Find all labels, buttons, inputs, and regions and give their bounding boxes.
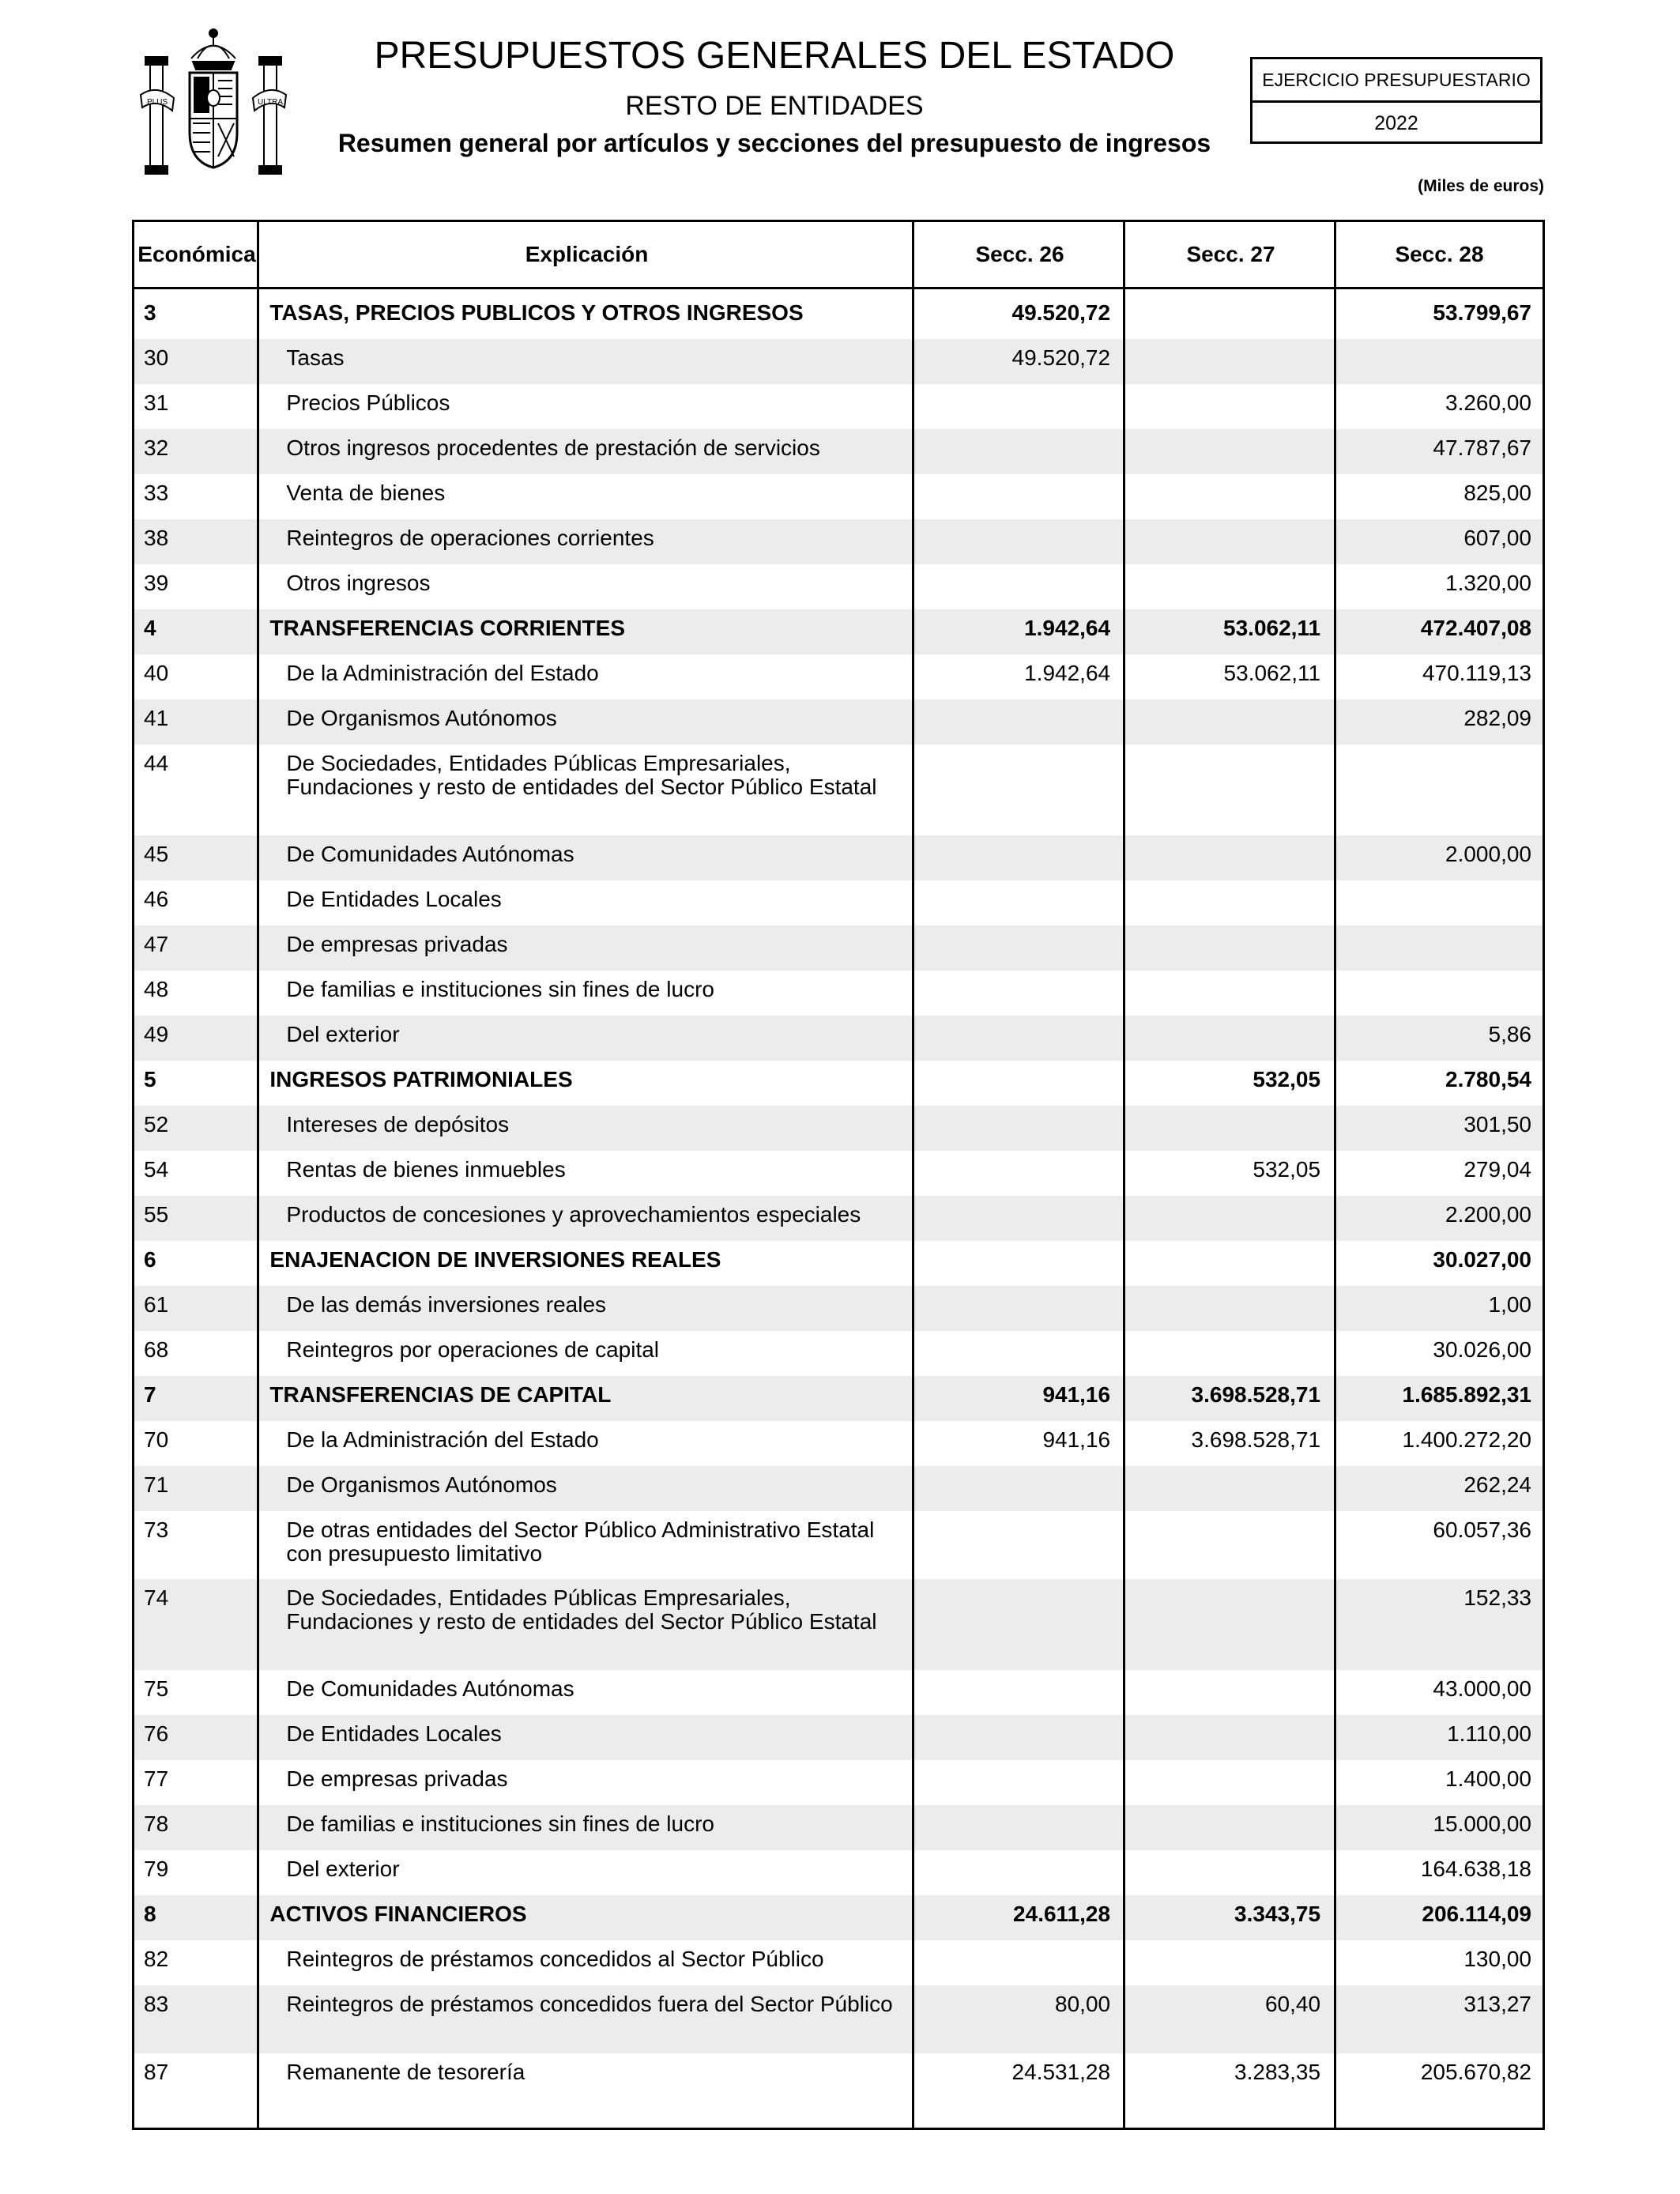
table-row xyxy=(134,474,1543,519)
cell-code: 82 xyxy=(144,1947,169,1971)
cell-secc-28: 470.119,13 xyxy=(1422,661,1531,685)
cell-secc-28: 472.407,08 xyxy=(1420,616,1531,640)
cell-code: 47 xyxy=(144,932,169,956)
cell-code: 54 xyxy=(144,1157,169,1182)
budget-table xyxy=(132,220,1545,2130)
cell-code: 44 xyxy=(144,751,169,775)
column-divider xyxy=(1123,222,1125,2128)
cell-code: 48 xyxy=(144,977,169,1001)
page-subtitle: RESTO DE ENTIDADES xyxy=(625,91,924,121)
cell-description: TRANSFERENCIAS CORRIENTES xyxy=(269,616,625,640)
cell-secc-27 xyxy=(1121,1715,1332,1760)
cell-secc-28: 282,09 xyxy=(1463,706,1531,730)
cell-description: TRANSFERENCIAS DE CAPITAL xyxy=(269,1382,612,1407)
cell-code: 52 xyxy=(144,1112,169,1137)
cell-secc-27: 3.698.528,71 xyxy=(1191,1382,1321,1407)
cell-description: De familias e instituciones sin fines de lucro xyxy=(286,1811,714,1836)
cell-secc-28: 1.685.892,31 xyxy=(1402,1382,1531,1407)
column-divider xyxy=(257,222,259,2128)
table-row xyxy=(134,1985,1543,2053)
cell-secc-27: 532,05 xyxy=(1252,1067,1321,1091)
column-header-secc-26: Secc. 26 xyxy=(975,242,1064,266)
table-row xyxy=(134,1151,1543,1196)
cell-secc-28: 164.638,18 xyxy=(1420,1857,1531,1881)
cell-description: De Organismos Autónomos xyxy=(286,706,557,730)
cell-secc-28: 3.260,00 xyxy=(1445,390,1531,415)
cell-code: 70 xyxy=(144,1427,169,1452)
cell-code: 32 xyxy=(144,435,169,460)
cell-secc-28: 825,00 xyxy=(1463,481,1531,505)
cell-secc-26: 941,16 xyxy=(1042,1427,1111,1452)
cell-secc-28: 47.787,67 xyxy=(1433,435,1531,460)
cell-secc-26 xyxy=(911,1940,1121,1985)
units-label: (Miles de euros) xyxy=(1418,177,1544,195)
cell-secc-27 xyxy=(1121,429,1332,474)
cell-secc-28: 301,50 xyxy=(1463,1112,1531,1137)
cell-secc-28: 313,27 xyxy=(1463,1992,1531,2016)
cell-description: De otras entidades del Sector Público Administrativo Estatal con presupuesto limitativo xyxy=(286,1517,875,1566)
cell-secc-28: 262,24 xyxy=(1463,1472,1531,1497)
table-row xyxy=(134,1196,1543,1241)
cell-secc-26: 80,00 xyxy=(1055,1992,1111,2016)
cell-secc-28: 1.400,00 xyxy=(1445,1766,1531,1791)
cell-code: 46 xyxy=(144,887,169,911)
cell-code: 74 xyxy=(144,1585,169,1610)
cell-secc-28: 43.000,00 xyxy=(1433,1676,1531,1701)
cell-code: 49 xyxy=(144,1022,169,1046)
table-row xyxy=(134,1579,1543,1670)
cell-secc-27 xyxy=(1121,1940,1332,1985)
cell-description: De Organismos Autónomos xyxy=(286,1472,557,1497)
cell-secc-26 xyxy=(911,699,1121,745)
table-row xyxy=(134,1805,1543,1850)
cell-secc-28: 130,00 xyxy=(1463,1947,1531,1971)
cell-code: 55 xyxy=(144,1202,169,1227)
cell-code: 75 xyxy=(144,1676,169,1701)
cell-secc-26 xyxy=(911,1151,1121,1196)
page-description: Resumen general por artículos y secciones del presupuesto de ingresos xyxy=(337,129,1211,157)
cell-secc-27 xyxy=(1121,1466,1332,1511)
cell-code: 33 xyxy=(144,481,169,505)
cell-secc-26 xyxy=(911,1579,1121,1670)
cell-code: 7 xyxy=(144,1382,156,1407)
table-row xyxy=(134,1715,1543,1760)
cell-secc-28: 1.320,00 xyxy=(1445,571,1531,595)
cell-description: De Comunidades Autónomas xyxy=(286,1676,574,1701)
cell-secc-26 xyxy=(911,1016,1121,1061)
cell-secc-28: 2.780,54 xyxy=(1445,1067,1531,1091)
cell-secc-26: 49.520,72 xyxy=(1011,345,1111,370)
cell-description: Del exterior xyxy=(286,1022,400,1046)
exercise-label: EJERCICIO PRESUPUESTARIO xyxy=(1252,59,1540,103)
cell-secc-28 xyxy=(1332,971,1543,1016)
table-row xyxy=(134,1895,1543,1940)
table-row xyxy=(134,429,1543,474)
cell-description: Remanente de tesorería xyxy=(286,2060,525,2084)
column-header-secc-28: Secc. 28 xyxy=(1395,242,1484,266)
cell-code: 4 xyxy=(144,616,156,640)
cell-code: 61 xyxy=(144,1292,169,1317)
cell-secc-27: 60,40 xyxy=(1264,1992,1321,2016)
column-divider xyxy=(1334,222,1336,2128)
table-row xyxy=(134,1670,1543,1715)
cell-code: 6 xyxy=(144,1247,156,1272)
cell-secc-27: 53.062,11 xyxy=(1223,661,1321,685)
cell-description: Precios Públicos xyxy=(286,390,450,415)
cell-secc-27: 3.698.528,71 xyxy=(1191,1427,1321,1452)
cell-secc-27 xyxy=(1121,384,1332,429)
cell-secc-26 xyxy=(911,1670,1121,1715)
cell-secc-26 xyxy=(911,1061,1121,1106)
cell-secc-26 xyxy=(911,925,1121,971)
cell-description: ACTIVOS FINANCIEROS xyxy=(269,1902,527,1926)
cell-description: Otros ingresos xyxy=(286,571,431,595)
cell-description: Intereses de depósitos xyxy=(286,1112,510,1137)
table-row xyxy=(134,1286,1543,1331)
cell-description: De las demás inversiones reales xyxy=(286,1292,607,1317)
cell-secc-28: 1.110,00 xyxy=(1447,1721,1531,1746)
cell-description: Venta de bienes xyxy=(286,481,446,505)
table-row xyxy=(134,745,1543,835)
cell-code: 30 xyxy=(144,345,169,370)
cell-secc-27 xyxy=(1121,1106,1332,1151)
table-row xyxy=(134,564,1543,609)
cell-secc-26 xyxy=(911,1466,1121,1511)
cell-secc-26: 49.520,72 xyxy=(1011,300,1111,325)
cell-secc-27 xyxy=(1121,925,1332,971)
cell-secc-28: 2.000,00 xyxy=(1445,842,1531,866)
cell-code: 38 xyxy=(144,526,169,550)
cell-secc-28: 15.000,00 xyxy=(1433,1811,1531,1836)
cell-secc-28: 30.026,00 xyxy=(1433,1337,1531,1362)
cell-secc-27 xyxy=(1121,699,1332,745)
cell-secc-28: 5,86 xyxy=(1488,1022,1531,1046)
cell-secc-26 xyxy=(911,971,1121,1016)
exercise-box xyxy=(1250,57,1543,144)
cell-secc-28: 53.799,67 xyxy=(1433,300,1531,325)
cell-code: 71 xyxy=(144,1472,169,1497)
coat-of-arms-icon xyxy=(134,22,292,180)
cell-secc-28: 205.670,82 xyxy=(1420,2060,1531,2084)
table-row xyxy=(134,1760,1543,1805)
cell-code: 39 xyxy=(144,571,169,595)
cell-secc-26 xyxy=(911,1760,1121,1805)
table-row xyxy=(134,294,1543,339)
column-header-secc-27: Secc. 27 xyxy=(1186,242,1275,266)
table-row xyxy=(134,1421,1543,1466)
cell-secc-27 xyxy=(1121,745,1332,835)
cell-code: 8 xyxy=(144,1902,156,1926)
cell-description: Reintegros por operaciones de capital xyxy=(286,1337,660,1362)
column-header-economica: Económica xyxy=(137,242,256,266)
table-row xyxy=(134,1331,1543,1376)
cell-description: De Comunidades Autónomas xyxy=(286,842,574,866)
column-divider xyxy=(912,222,914,2128)
cell-code: 3 xyxy=(144,300,156,325)
cell-secc-27: 532,05 xyxy=(1252,1157,1321,1182)
table-row xyxy=(134,1940,1543,1985)
cell-secc-26 xyxy=(911,745,1121,835)
cell-secc-26 xyxy=(911,564,1121,609)
cell-secc-27 xyxy=(1121,1196,1332,1241)
table-row xyxy=(134,1511,1543,1579)
table-row xyxy=(134,654,1543,699)
cell-code: 77 xyxy=(144,1766,169,1791)
cell-code: 31 xyxy=(144,390,169,415)
table-row xyxy=(134,1466,1543,1511)
cell-code: 87 xyxy=(144,2060,169,2084)
cell-description: De Sociedades, Entidades Públicas Empresariales, Fundaciones y resto de entidades del Sector Público Estatal xyxy=(286,1585,877,1634)
cell-secc-27 xyxy=(1121,1016,1332,1061)
cell-secc-26 xyxy=(911,1106,1121,1151)
cell-description: INGRESOS PATRIMONIALES xyxy=(269,1067,573,1091)
cell-secc-26 xyxy=(911,880,1121,925)
cell-description: ENAJENACION DE INVERSIONES REALES xyxy=(269,1247,721,1272)
cell-secc-27 xyxy=(1121,1511,1332,1579)
cell-secc-26 xyxy=(911,1196,1121,1241)
cell-secc-26 xyxy=(911,1331,1121,1376)
cell-secc-27 xyxy=(1121,339,1332,384)
cell-description: De empresas privadas xyxy=(286,1766,508,1791)
table-body xyxy=(134,294,1543,2098)
cell-secc-28: 1.400.272,20 xyxy=(1402,1427,1531,1452)
table-header xyxy=(134,222,1543,289)
cell-secc-28: 152,33 xyxy=(1463,1585,1531,1610)
cell-description: De la Administración del Estado xyxy=(286,661,599,685)
cell-secc-26 xyxy=(911,1286,1121,1331)
table-row xyxy=(134,519,1543,564)
cell-code: 83 xyxy=(144,1992,169,2016)
cell-secc-26 xyxy=(911,1715,1121,1760)
cell-secc-27 xyxy=(1121,1850,1332,1895)
cell-description: Rentas de bienes inmuebles xyxy=(286,1157,566,1182)
cell-secc-27 xyxy=(1121,1241,1332,1286)
cell-description: De Sociedades, Entidades Públicas Empresariales, Fundaciones y resto de entidades del Sector Público Estatal xyxy=(286,751,877,799)
table-row xyxy=(134,699,1543,745)
exercise-year: 2022 xyxy=(1374,112,1418,134)
cell-secc-26: 24.531,28 xyxy=(1011,2060,1111,2084)
crest-ribbon-left: PLUS xyxy=(147,98,168,107)
cell-secc-26 xyxy=(911,1241,1121,1286)
cell-code: 73 xyxy=(144,1517,169,1542)
cell-secc-27: 3.283,35 xyxy=(1234,2060,1321,2084)
cell-secc-27 xyxy=(1121,474,1332,519)
cell-secc-28: 60.057,36 xyxy=(1433,1517,1531,1542)
cell-code: 45 xyxy=(144,842,169,866)
cell-code: 76 xyxy=(144,1721,169,1746)
cell-secc-27 xyxy=(1121,1805,1332,1850)
cell-secc-27 xyxy=(1121,1670,1332,1715)
cell-description: Otros ingresos procedentes de prestación de servicios xyxy=(286,435,820,460)
cell-secc-28 xyxy=(1332,880,1543,925)
cell-secc-28: 279,04 xyxy=(1463,1157,1531,1182)
cell-description: Reintegros de préstamos concedidos al Sector Público xyxy=(286,1947,824,1971)
table-row xyxy=(134,880,1543,925)
cell-description: Tasas xyxy=(286,345,345,370)
page-title: PRESUPUESTOS GENERALES DEL ESTADO xyxy=(374,35,1175,77)
cell-secc-27 xyxy=(1121,1331,1332,1376)
cell-secc-27 xyxy=(1121,971,1332,1016)
cell-secc-27 xyxy=(1121,1579,1332,1670)
cell-secc-28: 206.114,09 xyxy=(1422,1902,1531,1926)
cell-description: De familias e instituciones sin fines de lucro xyxy=(286,977,714,1001)
table-row xyxy=(134,339,1543,384)
table-row xyxy=(134,609,1543,654)
cell-secc-26 xyxy=(911,384,1121,429)
cell-secc-26 xyxy=(911,519,1121,564)
cell-description: Del exterior xyxy=(286,1857,400,1881)
cell-code: 40 xyxy=(144,661,169,685)
cell-secc-28 xyxy=(1332,925,1543,971)
cell-secc-26: 1.942,64 xyxy=(1024,661,1111,685)
table-row xyxy=(134,1850,1543,1895)
cell-secc-27 xyxy=(1121,835,1332,880)
cell-description: TASAS, PRECIOS PUBLICOS Y OTROS INGRESOS xyxy=(269,300,804,325)
cell-description: Productos de concesiones y aprovechamientos especiales xyxy=(286,1202,861,1227)
table-row xyxy=(134,1106,1543,1151)
cell-secc-26 xyxy=(911,835,1121,880)
cell-secc-26: 941,16 xyxy=(1042,1382,1111,1407)
cell-secc-27 xyxy=(1121,1760,1332,1805)
column-header-explicacion: Explicación xyxy=(525,242,649,266)
cell-secc-27 xyxy=(1121,294,1332,339)
cell-secc-27 xyxy=(1121,880,1332,925)
cell-code: 41 xyxy=(144,706,169,730)
table-row xyxy=(134,971,1543,1016)
cell-secc-26 xyxy=(911,1850,1121,1895)
cell-secc-27 xyxy=(1121,1286,1332,1331)
cell-secc-26 xyxy=(911,429,1121,474)
cell-secc-26 xyxy=(911,1805,1121,1850)
cell-secc-26 xyxy=(911,474,1121,519)
cell-secc-26: 1.942,64 xyxy=(1024,616,1111,640)
cell-description: De la Administración del Estado xyxy=(286,1427,599,1452)
cell-description: De Entidades Locales xyxy=(286,887,502,911)
table-row xyxy=(134,2053,1543,2098)
cell-secc-26: 24.611,28 xyxy=(1013,1902,1111,1926)
cell-secc-28: 607,00 xyxy=(1463,526,1531,550)
cell-secc-28 xyxy=(1332,339,1543,384)
table-row xyxy=(134,1016,1543,1061)
table-row xyxy=(134,835,1543,880)
cell-secc-28 xyxy=(1332,745,1543,835)
cell-secc-28: 1,00 xyxy=(1488,1292,1531,1317)
cell-code: 79 xyxy=(144,1857,169,1881)
cell-code: 78 xyxy=(144,1811,169,1836)
cell-secc-27: 3.343,75 xyxy=(1234,1902,1321,1926)
cell-secc-27: 53.062,11 xyxy=(1223,616,1321,640)
cell-secc-26 xyxy=(911,1511,1121,1579)
table-row xyxy=(134,1376,1543,1421)
cell-description: Reintegros de operaciones corrientes xyxy=(286,526,654,550)
cell-secc-27 xyxy=(1121,519,1332,564)
cell-description: De empresas privadas xyxy=(286,932,508,956)
table-row xyxy=(134,384,1543,429)
cell-code: 68 xyxy=(144,1337,169,1362)
cell-code: 5 xyxy=(144,1067,156,1091)
table-row xyxy=(134,1241,1543,1286)
crest-ribbon-right: ULTRA xyxy=(258,98,284,107)
cell-description: De Entidades Locales xyxy=(286,1721,502,1746)
cell-secc-28: 30.027,00 xyxy=(1433,1247,1531,1272)
cell-secc-27 xyxy=(1121,564,1332,609)
cell-secc-28: 2.200,00 xyxy=(1445,1202,1531,1227)
table-row xyxy=(134,1061,1543,1106)
cell-description: Reintegros de préstamos concedidos fuera del Sector Público xyxy=(286,1992,893,2016)
table-row xyxy=(134,925,1543,971)
